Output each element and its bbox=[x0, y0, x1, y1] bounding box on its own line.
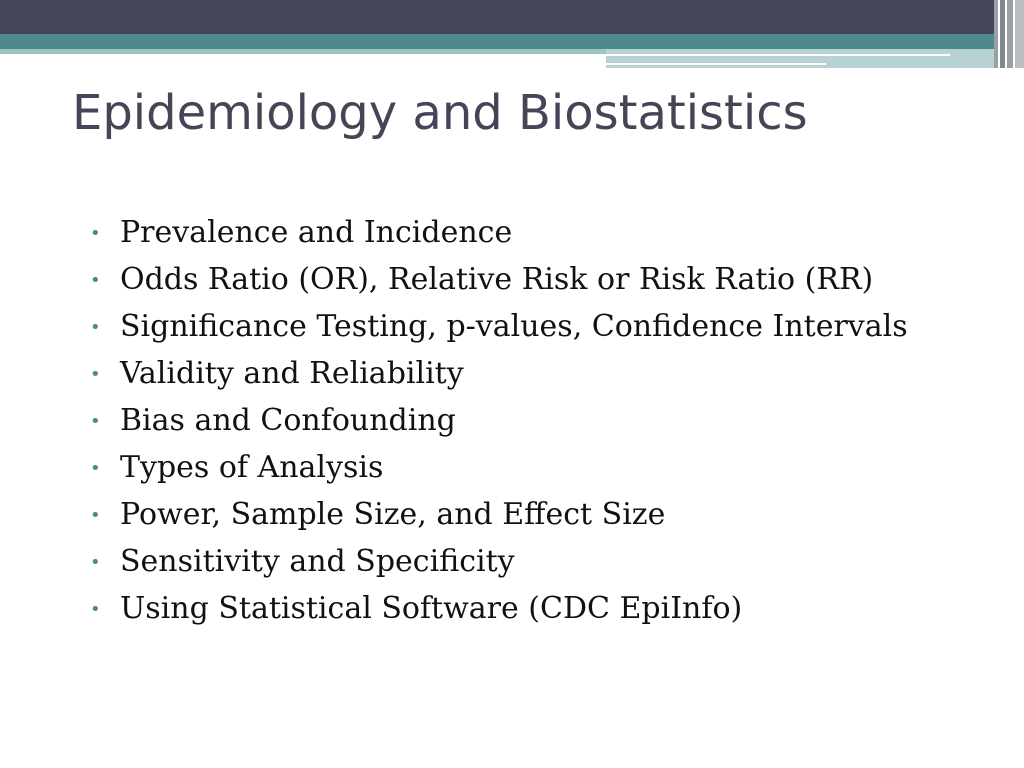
bullet-item bbox=[90, 256, 908, 303]
header-stripes bbox=[994, 0, 1024, 68]
header-band-light bbox=[0, 49, 610, 54]
bullet-icon: • bbox=[90, 552, 101, 573]
bullet-list bbox=[90, 209, 908, 632]
bullet-item bbox=[90, 491, 908, 538]
bullet-icon: • bbox=[90, 270, 101, 291]
bullet-icon: • bbox=[90, 411, 101, 432]
bullet-icon: • bbox=[90, 458, 101, 479]
bullet-text: Sensitivity and Specificity bbox=[120, 544, 515, 579]
header-band-teal bbox=[0, 34, 1024, 49]
bullet-text: Odds Ratio (OR), Relative Risk or Risk Ratio (RR) bbox=[120, 262, 874, 297]
bullet-item bbox=[90, 397, 908, 444]
bullet-item bbox=[90, 538, 908, 585]
bullet-item bbox=[90, 350, 908, 397]
bullet-text: Significance Testing, p-values, Confidence Intervals bbox=[120, 309, 908, 344]
bullet-text: Using Statistical Software (CDC EpiInfo) bbox=[120, 591, 743, 626]
bullet-item bbox=[90, 209, 908, 256]
bullet-icon: • bbox=[90, 505, 101, 526]
bullet-text: Validity and Reliability bbox=[120, 356, 464, 391]
bullet-text: Bias and Confounding bbox=[120, 403, 456, 438]
bullet-icon: • bbox=[90, 223, 101, 244]
bullet-item bbox=[90, 444, 908, 491]
bullet-item bbox=[90, 585, 908, 632]
header-band-dark bbox=[0, 0, 1024, 34]
bullet-text: Prevalence and Incidence bbox=[120, 215, 513, 250]
slide-title: Epidemiology and Biostatistics bbox=[72, 85, 808, 141]
bullet-icon: • bbox=[90, 317, 101, 338]
header-accent-line bbox=[606, 54, 950, 56]
bullet-text: Types of Analysis bbox=[120, 450, 384, 485]
header-accent-block bbox=[606, 49, 1024, 68]
bullet-text: Power, Sample Size, and Effect Size bbox=[120, 497, 666, 532]
header-accent-line bbox=[606, 63, 826, 65]
bullet-icon: • bbox=[90, 599, 101, 620]
bullet-icon: • bbox=[90, 364, 101, 385]
bullet-item bbox=[90, 303, 908, 350]
